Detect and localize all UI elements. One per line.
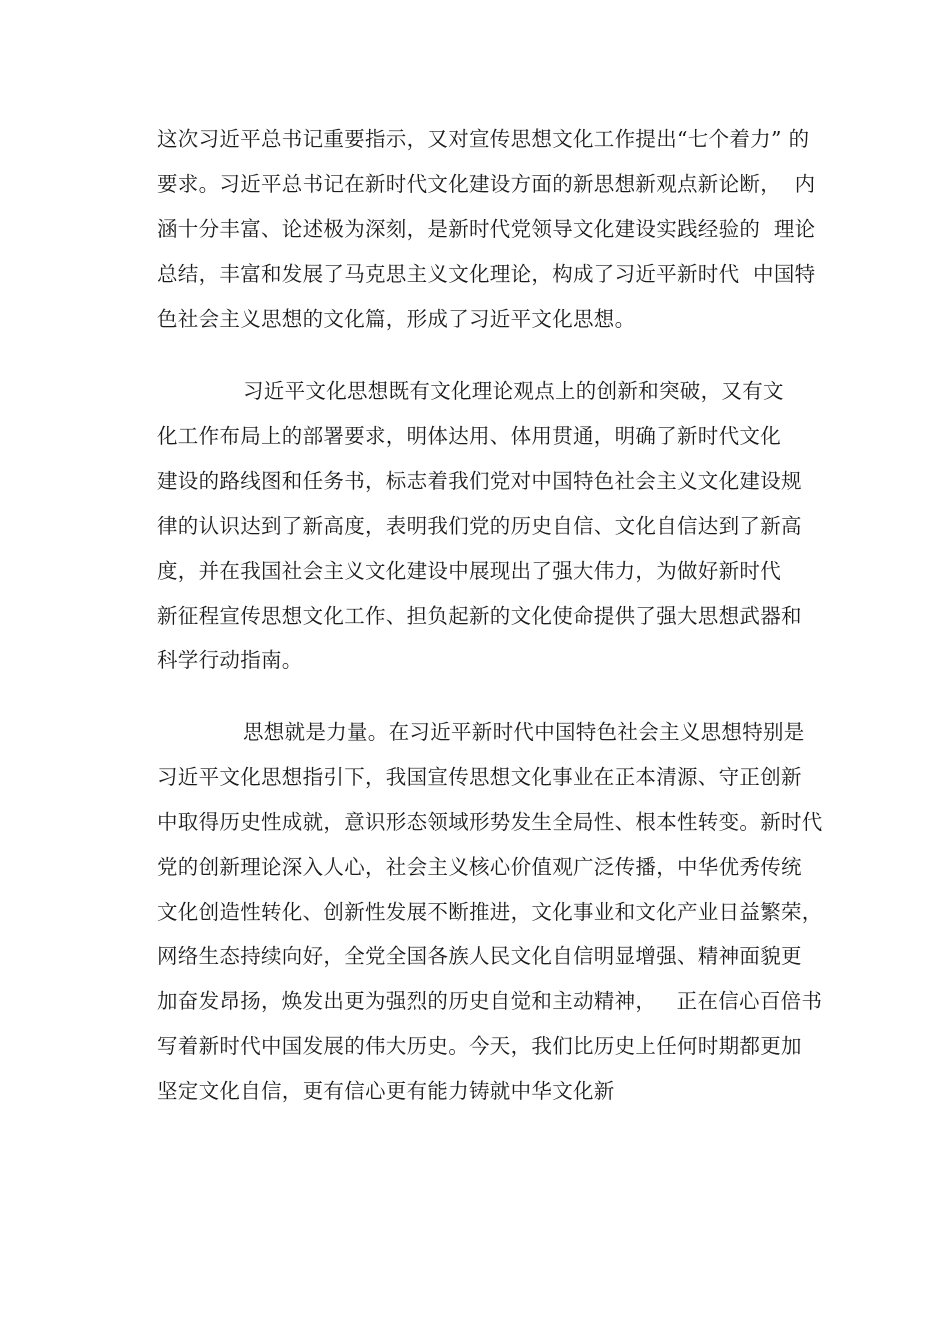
paragraph-1-line-2: 要求。习近平总书记在新时代文化建设方面的新思想新观点新论断， 内	[157, 172, 816, 196]
paragraph-3-line-2: 习近平文化思想指引下，我国宣传思想文化事业在正本清源、守正创新	[157, 765, 802, 789]
paragraph-3-line-9: 坚定文化自信，更有信心更有能力铸就中华文化新	[157, 1079, 615, 1103]
paragraph-2-line-3: 建设的路线图和任务书，标志着我们党对中国特色社会主义文化建设规	[157, 469, 802, 493]
paragraph-2-line-5: 度，并在我国社会主义文化建设中展现出了强大伟力，为做好新时代	[157, 559, 781, 583]
paragraph-3-line-3: 中取得历史性成就，意识形态领域形势发生全局性、根本性转变。新时代	[157, 810, 823, 834]
paragraph-2-line-6: 新征程宣传思想文化工作、担负起新的文化使命提供了强大思想武器和	[157, 604, 802, 628]
paragraph-3-line-8: 写着新时代中国发展的伟大历史。今天，我们比历史上任何时期都更加	[157, 1034, 802, 1058]
paragraph-1-line-1: 这次习近平总书记重要指示，又对宣传思想文化工作提出“七个着力” 的	[157, 127, 810, 151]
paragraph-1-line-5: 色社会主义思想的文化篇，形成了习近平文化思想。	[157, 307, 636, 331]
paragraph-3-line-4: 党的创新理论深入人心，社会主义核心价值观广泛传播，中华优秀传统	[157, 855, 802, 879]
paragraph-2-line-2: 化工作布局上的部署要求，明体达用、体用贯通，明确了新时代文化	[157, 424, 781, 448]
paragraph-1-line-4: 总结，丰富和发展了马克思主义文化理论，构成了习近平新时代 中国特	[157, 262, 816, 286]
paragraph-3-line-6: 网络生态持续向好，全党全国各族人民文化自信明显增强、精神面貌更	[157, 944, 802, 968]
paragraph-1-line-3: 涵十分丰富、论述极为深刻，是新时代党领导文化建设实践经验的 理论	[157, 217, 816, 241]
paragraph-3-line-1: 思想就是力量。在习近平新时代中国特色社会主义思想特别是	[243, 720, 805, 744]
paragraph-2-line-7: 科学行动指南。	[157, 648, 303, 672]
paragraph-3-line-7: 加奋发昂扬，焕发出更为强烈的历史自觉和主动精神， 正在信心百倍书	[157, 989, 823, 1013]
paragraph-2-line-4: 律的认识达到了新高度，表明我们党的历史自信、文化自信达到了新高	[157, 514, 802, 538]
paragraph-2-line-1: 习近平文化思想既有文化理论观点上的创新和突破，又有文	[243, 379, 784, 403]
paragraph-3-line-5: 文化创造性转化、创新性发展不断推进，文化事业和文化产业日益繁荣，	[157, 900, 823, 924]
